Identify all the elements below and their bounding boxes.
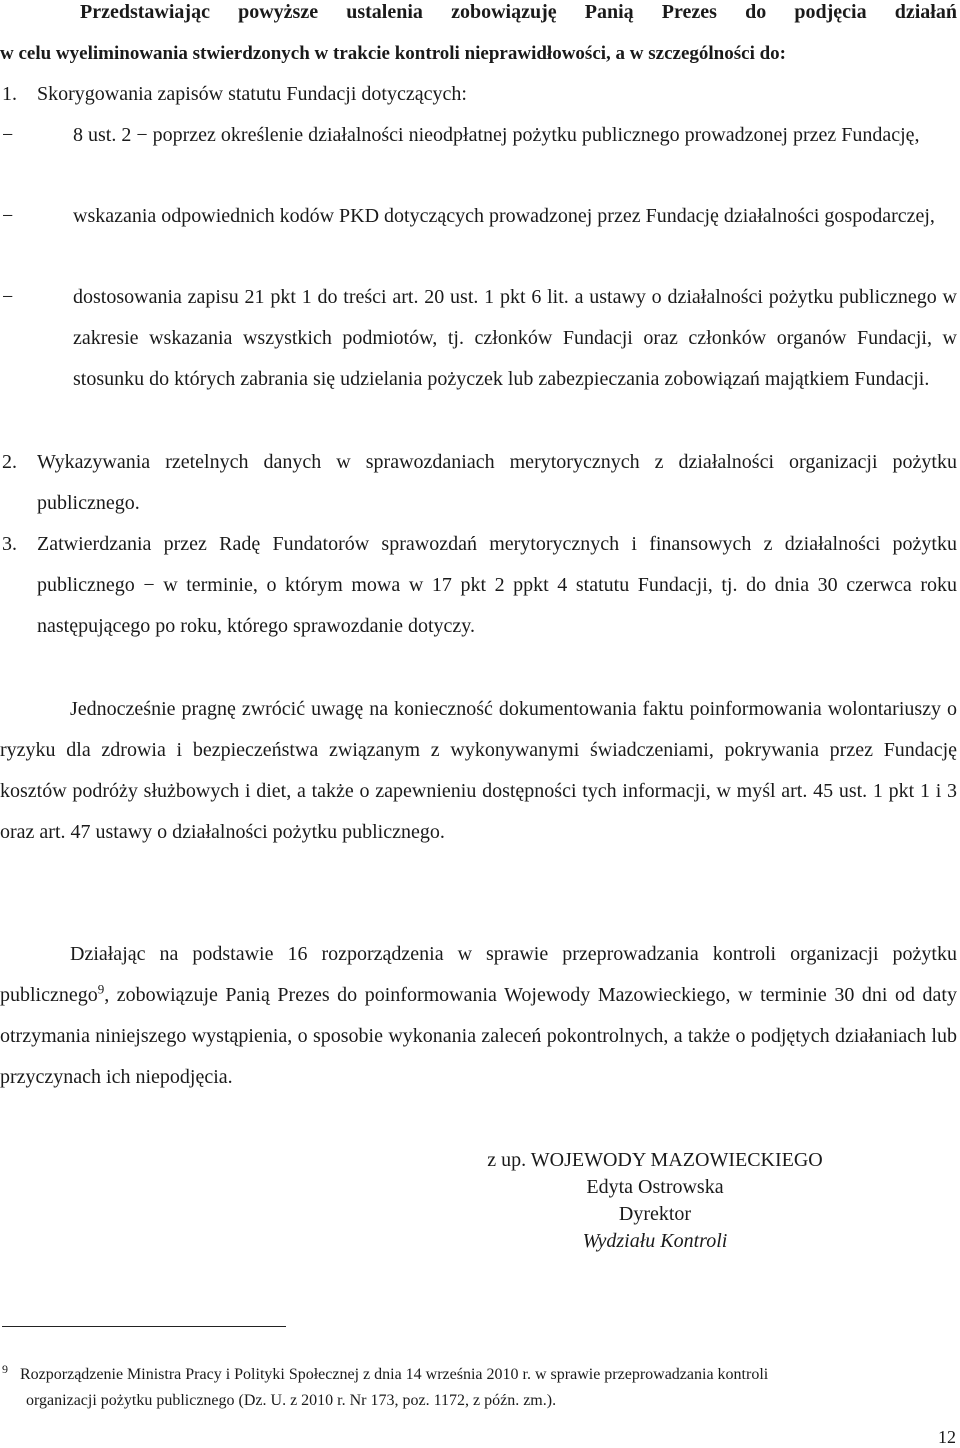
paragraph-obligation-before: Działając na podstawie 16 rozporządzenia w sprawie przeprowadzania kontroli organizacji pożytku publicznego bbox=[0, 943, 957, 1006]
footnote-reference: 9 bbox=[97, 981, 105, 997]
signature-department: Wydziału Kontroli bbox=[582, 1230, 728, 1252]
intro-line-1: Przedstawiając powyższe ustalenia zobowiązuję Panią Prezes do podjęcia działań bbox=[80, 1, 957, 23]
intro-line-2: w celu wyeliminowania stwierdzonych w trakcie kontroli nieprawidłowości, a w szczególności do: bbox=[0, 43, 786, 64]
paragraph-obligation bbox=[0, 934, 957, 1098]
list-item-1-number: 1. bbox=[2, 83, 17, 105]
footnote-line-2: organizacji pożytku publicznego (Dz. U. z 2010 r. Nr 173, poz. 1172, z późn. zm.). bbox=[26, 1392, 557, 1409]
bullet-2-text: wskazania odpowiednich kodów PKD dotyczących prowadzonej przez Fundację działalności gospodarczej, bbox=[73, 205, 935, 227]
bullet-3-text: dostosowania zapisu 21 pkt 1 do treści art. 20 ust. 1 pkt 6 lit. a ustawy o działalności pożytku publicznego w zakresie wskazania wszystkich podmiotów, tj. członków Fundacji oraz członków organów Fundacji, w stosunku do których zabrania się udzielania pożyczek lub zabezpieczania zobowiązań majątkiem Fundacji. bbox=[73, 286, 957, 390]
paragraph-obligation-after: , zobowiązuje Panią Prezes do poinformowania Wojewody Mazowieckiego, w terminie 30 dni od daty otrzymania niniejszego wystąpienia, o sposobie wykonania zaleceń pokontrolnych, a także o podjętych działaniach lub przyczynach ich niepodjęcia. bbox=[0, 984, 957, 1088]
signature-authority: z up. WOJEWODY MAZOWIECKIEGO bbox=[487, 1149, 823, 1171]
paragraph-notice: Jednocześnie pragnę zwrócić uwagę na konieczność dokumentowania faktu poinformowania wolontariuszy o ryzyku dla zdrowia i bezpieczeństwa związanym z wykonywanymi świadczeniami, pokrywania przez Fundację kosztów podróży służbowych i diet, a także o zapewnieniu dostępności tych informacji, w myśl art. 45 ust. 1 pkt 1 i 3 oraz art. 47 ustawy o działalności pożytku publicznego. bbox=[0, 698, 957, 843]
list-item-2-number: 2. bbox=[2, 451, 17, 473]
page-number: 12 bbox=[938, 1427, 956, 1447]
bullet-3-symbol: − bbox=[2, 286, 14, 308]
list-item-3-text: Zatwierdzania przez Radę Fundatorów sprawozdań merytorycznych i finansowych z działalności pożytku publicznego − w terminie, o którym mowa w 17 pkt 2 ppkt 4 statutu Fundacji, tj. do dnia 30 czerwca roku następującego po roku, którego sprawozdanie dotyczy. bbox=[37, 533, 957, 637]
footnote-number: 9 bbox=[2, 1362, 8, 1376]
list-item-2-text: Wykazywania rzetelnych danych w sprawozdaniach merytorycznych z działalności organizacji pożytku publicznego. bbox=[37, 451, 957, 514]
signature-name: Edyta Ostrowska bbox=[586, 1176, 724, 1198]
bullet-1-symbol: − bbox=[2, 124, 14, 146]
list-item-1-text: Skorygowania zapisów statutu Fundacji dotyczących: bbox=[37, 83, 467, 105]
signature-title: Dyrektor bbox=[618, 1203, 692, 1225]
footnote-text bbox=[20, 1362, 957, 1414]
list-item-3-number: 3. bbox=[2, 533, 17, 555]
bullet-2-symbol: − bbox=[2, 205, 14, 227]
footnote-line-1: Rozporządzenie Ministra Pracy i Polityki Społecznej z dnia 14 września 2010 r. w sprawie przeprowadzania kontroli bbox=[20, 1366, 769, 1383]
bullet-1-text: 8 ust. 2 − poprzez określenie działalności nieodpłatnej pożytku publicznego prowadzonej przez Fundację, bbox=[73, 124, 920, 146]
footnote-separator bbox=[2, 1326, 286, 1327]
